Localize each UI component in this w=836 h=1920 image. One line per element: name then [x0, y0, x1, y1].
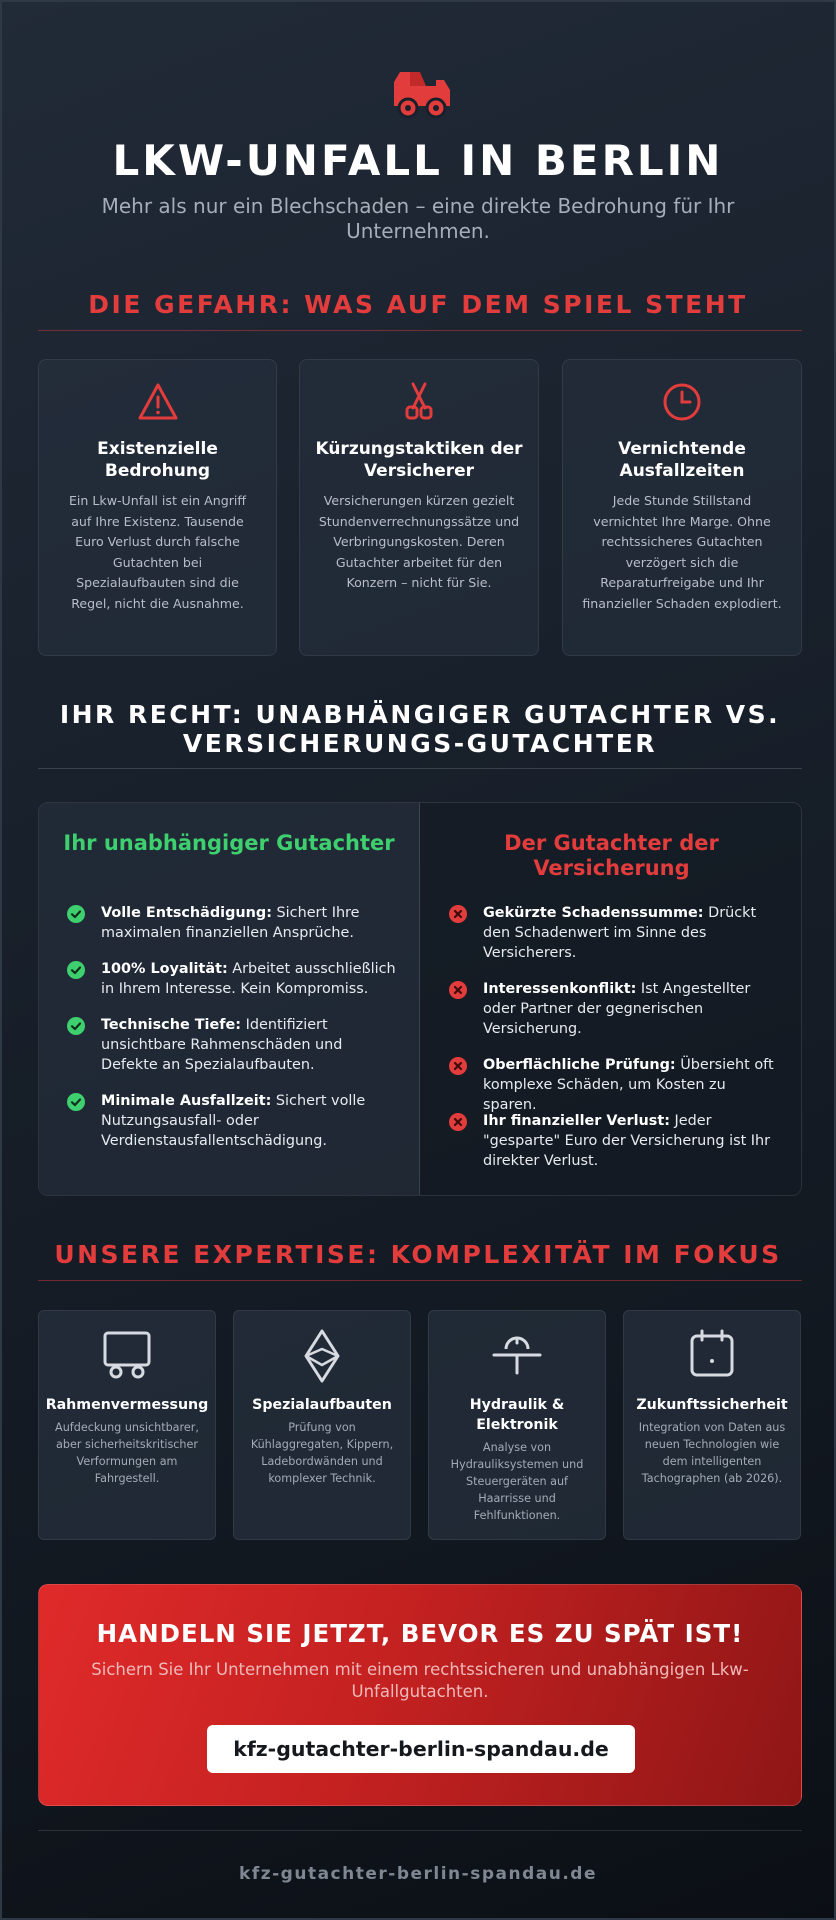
- expertise-card-future: [623, 1310, 801, 1540]
- list-item: [67, 1015, 397, 1075]
- cross-icon: [449, 1057, 467, 1075]
- card-text: Aufdeckung unsichtbarer, aber sicherheitskritischer Verformungen am Fahrgestell.: [55, 1421, 199, 1485]
- card-text: Ein Lkw-Unfall ist ein Angriff auf Ihre Existenz. Tausende Euro Verlust durch falsche Gutachten bei Spezialaufbauten sind die Regel, nicht die Ausnahme.: [68, 493, 247, 611]
- expertise-card-hydraulics: [428, 1310, 606, 1540]
- danger-card-downtime: [562, 359, 802, 656]
- expertise-card-special: [233, 1310, 411, 1540]
- trailer-icon: [101, 1329, 153, 1381]
- truck-icon: [390, 66, 454, 120]
- card-text: Integration von Daten aus neuen Technologien wie dem intelligenten Tachographen (ab 2026).: [638, 1421, 786, 1485]
- cross-icon: [449, 1113, 467, 1131]
- infographic: [2, 2, 834, 1918]
- card-title: Vernichtende Ausfallzeiten: [618, 439, 746, 481]
- expertise-card-frame: [38, 1310, 216, 1540]
- card-title: Rahmenvermessung: [45, 1397, 209, 1413]
- check-icon: [67, 1093, 85, 1111]
- item-text: Jeder "gesparte" Euro der Versicherung ist Ihr direkter Verlust.: [483, 1113, 771, 1169]
- item-text: Sichert volle Nutzungsausfall- oder Verdienstausfallentschädigung.: [101, 1093, 366, 1149]
- list-item: [449, 903, 780, 963]
- item-text: Sichert Ihre maximalen finanziellen Ansprüche.: [101, 905, 360, 941]
- card-text: Jede Stunde Stillstand vernichtet Ihre Marge. Ohne rechtssicheres Gutachten verzögert sich die Reparaturfreigabe und Ihr finanzieller Schaden explodiert.: [582, 493, 782, 611]
- list-item: [449, 1111, 780, 1171]
- item-text: Drückt den Schadenwert im Sinne des Versicherers.: [483, 905, 757, 961]
- cta-box: [38, 1584, 802, 1806]
- cross-icon: [449, 981, 467, 999]
- page-subtitle: Mehr als nur ein Blechschaden – eine direkte Bedrohung für Ihr Unternehmen.: [101, 194, 735, 243]
- warning-icon: [137, 382, 179, 422]
- item-label: Ihr finanzieller Verlust:: [483, 1113, 670, 1129]
- card-title: Spezialaufbauten: [252, 1397, 392, 1413]
- item-text: Identifiziert unsichtbare Rahmenschäden und Defekte an Spezialaufbauten.: [101, 1017, 343, 1073]
- website-button[interactable]: kfz-gutachter-berlin-spandau.de: [207, 1725, 635, 1773]
- footer-divider: [38, 1830, 802, 1831]
- list-item: [67, 959, 397, 999]
- item-label: Oberflächliche Prüfung:: [483, 1057, 676, 1073]
- item-label: Interessenkonflikt:: [483, 981, 637, 997]
- card-title: Zukunftssicherheit: [636, 1397, 788, 1413]
- footer-link[interactable]: kfz-gutachter-berlin-spandau.de: [239, 1864, 597, 1884]
- diamond-icon: [302, 1329, 342, 1383]
- item-label: Volle Entschädigung:: [101, 905, 272, 921]
- section-title-rights: IHR RECHT: UNABHÄNGIGER GUTACHTER VS. VERSICHERUNGS-GUTACHTER: [59, 700, 781, 758]
- danger-card-cuts: [299, 359, 539, 656]
- card-text: Analyse von Hydrauliksystemen und Steuergeräten auf Haarrisse und Fehlfunktionen.: [450, 1441, 584, 1522]
- item-label: Gekürzte Schadenssumme:: [483, 905, 704, 921]
- check-icon: [67, 961, 85, 979]
- list-item: [449, 979, 780, 1039]
- calendar-icon: [688, 1329, 736, 1379]
- section-title-expertise: UNSERE EXPERTISE: KOMPLEXITÄT IM FOKUS: [54, 1240, 782, 1269]
- item-label: Technische Tiefe:: [101, 1017, 242, 1033]
- card-text: Versicherungen kürzen gezielt Stundenverrechnungssätze und Verbringungskosten. Deren Gutachter arbeitet für den Konzern – nicht für Sie.: [318, 493, 520, 590]
- cta-title: HANDELN SIE JETZT, BEVOR ES ZU SPÄT IST!: [96, 1619, 744, 1648]
- check-icon: [67, 1017, 85, 1035]
- list-item: [449, 1055, 780, 1115]
- clock-icon: [662, 382, 702, 422]
- list-item: [67, 1091, 397, 1151]
- cta-text: Sichern Sie Ihr Unternehmen mit einem rechtssicheren und unabhängigen Lkw-Unfallgutachten.: [91, 1660, 749, 1701]
- item-label: 100% Loyalität:: [101, 961, 228, 977]
- column-insurer: [421, 803, 802, 1195]
- item-text: Ist Angestellter oder Partner der gegnerischen Versicherung.: [483, 981, 751, 1037]
- page-title: LKW-UNFALL IN BERLIN: [112, 136, 724, 185]
- check-icon: [67, 905, 85, 923]
- section-title-danger: DIE GEFAHR: WAS AUF DEM SPIEL STEHT: [88, 290, 748, 319]
- card-text: Prüfung von Kühlaggregaten, Kippern, Ladebordwänden und komplexer Technik.: [250, 1421, 394, 1485]
- item-text: Arbeitet ausschließlich in Ihrem Interesse. Kein Kompromiss.: [101, 961, 396, 997]
- list-item: [67, 903, 397, 943]
- card-title: Hydraulik & Elektronik: [469, 1397, 565, 1433]
- column-independent: [39, 803, 420, 1195]
- item-label: Minimale Ausfallzeit:: [101, 1093, 272, 1109]
- item-text: Übersieht oft komplexe Schäden, um Kosten zu sparen.: [483, 1057, 774, 1113]
- column-title: Ihr unabhängiger Gutachter: [63, 831, 395, 855]
- card-title: Existenzielle Bedrohung: [97, 439, 218, 481]
- cross-icon: [449, 905, 467, 923]
- scissors-icon: [404, 382, 434, 420]
- card-title: Kürzungstaktiken der Versicherer: [315, 439, 523, 481]
- danger-card-existence: [38, 359, 277, 656]
- section-divider: [38, 330, 802, 331]
- section-divider: [38, 768, 802, 769]
- column-title: Der Gutachter der Versicherung: [504, 831, 719, 880]
- section-divider: [38, 1280, 802, 1281]
- hydraulic-icon: [490, 1329, 544, 1377]
- comparison-table: [38, 802, 802, 1196]
